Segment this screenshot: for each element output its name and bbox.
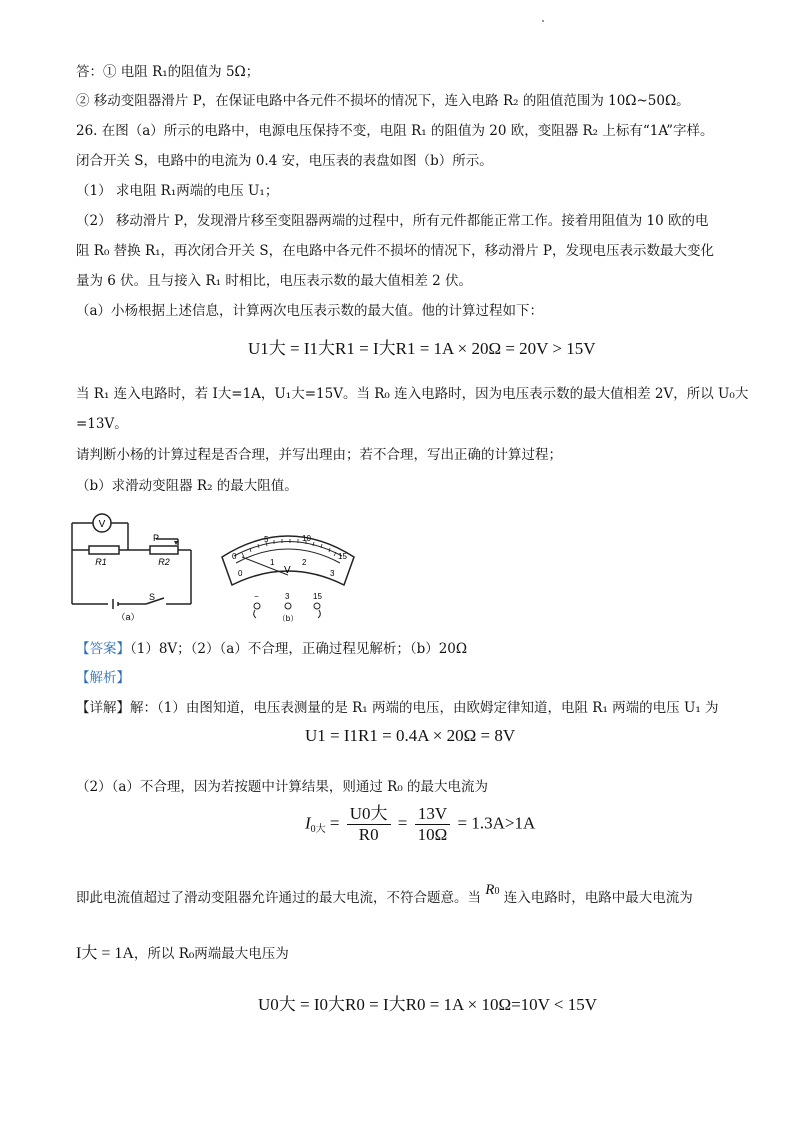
dial-outer-10: 10	[302, 534, 311, 543]
question-part-1: （1） 求电阻 R₁两端的电压 U₁；	[76, 183, 279, 199]
dial-unit: V	[284, 565, 291, 576]
terminal-3-label: 3	[285, 592, 290, 601]
answer-body: （1）8V；（2）（a）不合理，正确过程见解析；（b）20Ω	[130, 641, 468, 657]
fraction-values	[415, 804, 451, 845]
circuit-diagram-a	[66, 505, 206, 623]
equation-i0max: $I_{0大}$ = $\frac{\text{U0大}}{R0}$ = $\frac{13V}{10\Omega}$ = 1.3A>1A	[305, 804, 536, 844]
equation-xiaoyang: U1大 = I1大R1 = I大R1 = 1A × 20Ω = 20V > 15V	[248, 339, 596, 358]
analysis-imax-line	[76, 944, 289, 964]
slider-label: P	[153, 533, 160, 543]
dial-inner-3: 3	[330, 569, 335, 578]
analysis-exceed-line: 即此电流值超过了滑动变阻器允许通过的最大电流，不符合题意。当 R0 连入电路时，电路中最大电流为	[76, 882, 693, 906]
question-26-line-2: 闭合开关 S，电路中的电流为 0.4 安，电压表的表盘如图（b）所示。	[76, 153, 493, 169]
dial-inner-2: 2	[302, 558, 307, 567]
detail-line	[76, 698, 719, 718]
fraction-den-2: 10Ω	[417, 825, 448, 844]
voltmeter-label: V	[98, 519, 106, 530]
dial-outer-5: 5	[264, 535, 269, 544]
terminal-neg-label: −	[254, 592, 259, 601]
question-judge: 请判断小杨的计算过程是否合理，并写出理由；若不合理，写出正确的计算过程；	[76, 447, 562, 463]
dial-outer-15: 15	[338, 552, 347, 561]
answer-tag: 【答案】	[76, 641, 130, 657]
analysis-so: ，所以 R₀两端最大电压为	[133, 946, 289, 962]
detail-body: 解：（1）由图知道，电压表测量的是 R₁ 两端的电压，由欧姆定律知道，电阻 R₁ 两端的电压 U₁ 为	[130, 700, 719, 716]
fraction-u-over-r	[347, 804, 391, 845]
answer-prev-1: 答：① 电阻 R₁的阻值为 5Ω；	[76, 64, 260, 80]
question-explain-2: =13V。	[76, 416, 128, 432]
answer-line	[76, 639, 467, 659]
dial-inner-1: 1	[270, 558, 275, 567]
caption-a: （a）	[116, 612, 140, 622]
page-dot	[542, 20, 544, 22]
equation-i0max-rhs: = 1.3A>1A	[457, 813, 536, 833]
question-part-2-line-2: 阻 R₀ 替换 R₁，再次闭合开关 S，在电路中各元件不损坏的情况下，移动滑片 P，发现电压表示数最大变化	[76, 243, 714, 259]
fraction-num-1: U0大	[347, 804, 391, 825]
dial-inner-0: 0	[238, 569, 243, 578]
dial-outer-0: 0	[232, 552, 237, 561]
analysis-exceed-b: 连入电路时，电路中最大电流为	[503, 890, 693, 906]
question-26-line-1: 26. 在图（a）所示的电路中，电源电压保持不变，电阻 R₁ 的阻值为 20 欧，变阻器 R₂ 上标有“1A”字样。	[76, 123, 714, 139]
equation-u0max: U0大 = I0大R0 = I大R0 = 1A × 10Ω=10V < 15V	[258, 995, 598, 1014]
r1-label: R1	[95, 557, 107, 567]
fraction-den-1: R0	[358, 825, 379, 844]
question-part-2-line-3: 量为 6 伏。且与接入 R₁ 时相比，电压表示数的最大值相差 2 伏。	[76, 273, 473, 289]
analysis-exceed-a: 即此电流值超过了滑动变阻器允许通过的最大电流，不符合题意。当	[76, 890, 481, 906]
answer-prev-2: ② 移动变阻器滑片 P，在保证电路中各元件不损坏的情况下，连入电路 R₂ 的阻值范围为 10Ω~50Ω。	[76, 93, 690, 109]
fraction-num-2: 13V	[415, 804, 451, 825]
analysis-part-2: （2）（a）不合理，因为若按题中计算结果，则通过 R₀ 的最大电流为	[76, 779, 489, 795]
equation-imax: I大 = 1A	[76, 945, 134, 962]
question-part-2-line-1: （2） 移动滑片 P，发现滑片移至变阻器两端的过程中，所有元件都能正常工作。接着用阻值为 10 欧的电	[76, 213, 709, 229]
voltmeter-dial-b	[218, 515, 360, 625]
terminal-15-label: 15	[313, 592, 322, 601]
detail-tag: 【详解】	[76, 700, 130, 716]
r2-label: R2	[158, 557, 170, 567]
caption-b: （b）	[277, 614, 299, 623]
question-part-a: （a）小杨根据上述信息，计算两次电压表示数的最大值。他的计算过程如下：	[76, 303, 544, 319]
equation-u1: U1 = I1R1 = 0.4A × 20Ω = 8V	[305, 726, 516, 745]
question-part-b: （b）求滑动变阻器 R₂ 的最大阻值。	[76, 478, 298, 494]
switch-label: S	[149, 592, 156, 602]
question-explain-1: 当 R₁ 连入电路时，若 I大=1A，U₁大=15V。当 R₀ 连入电路时，因为电压表示数的最大值相差 2V，所以 U₀大	[76, 386, 749, 402]
analysis-tag: 【解析】	[76, 670, 130, 686]
